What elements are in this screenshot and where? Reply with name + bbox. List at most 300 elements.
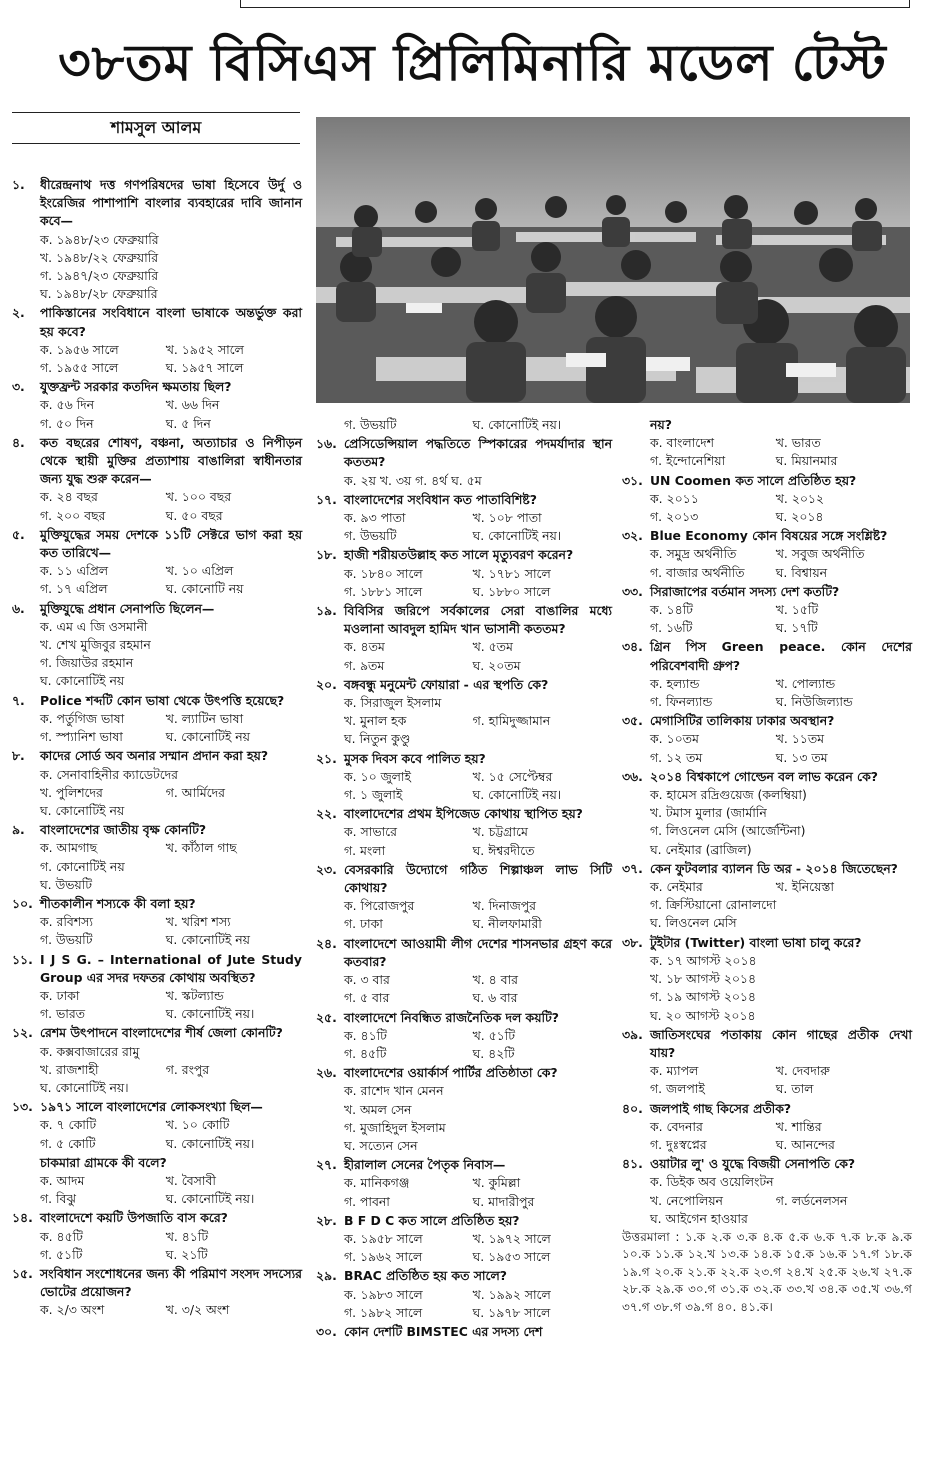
- question-number: ২.: [12, 305, 25, 321]
- question-block: [316, 491, 612, 546]
- question-stem: [622, 712, 912, 730]
- answer-option: গ. পাবনা: [344, 1193, 390, 1209]
- question-number: ২৬.: [316, 1065, 337, 1081]
- answer-option-row: [40, 415, 302, 433]
- question-number: ১৯.: [316, 603, 337, 619]
- answer-option: গ. দুঃস্বপ্নের: [650, 1136, 707, 1152]
- answer-option: গ. লর্ডনেলসন: [775, 1192, 848, 1208]
- answer-option-row: [344, 989, 612, 1007]
- answer-option: ঘ. কোনোটিই নয়: [165, 932, 250, 948]
- question-text: কোন দেশটি BIMSTEC এর সদস্য দেশ: [344, 1323, 543, 1339]
- answer-option: খ. ১৫ সেপ্টেম্বর: [472, 768, 553, 784]
- answer-option: ঘ. ১৯৭৮ সালে: [472, 1304, 551, 1320]
- answer-option: ক. পর্তুগিজ ভাষা: [40, 710, 125, 726]
- question-number: ১৭.: [316, 491, 337, 507]
- answer-option: গ. জিয়াউর রহমান: [40, 655, 134, 671]
- question-stem: [12, 895, 302, 913]
- answer-option: খ. ৪১টি: [165, 1228, 209, 1244]
- answer-option: গ. ক্রিস্টিয়ানো রোনালদো: [650, 897, 777, 913]
- question-stem: [316, 1323, 612, 1341]
- answer-option: খ. পোল্যান্ড: [775, 675, 836, 691]
- question-number: ১৪.: [12, 1210, 33, 1226]
- answer-options: [12, 396, 302, 432]
- answer-options: [316, 472, 612, 490]
- answer-option: ক. ৪তম: [344, 639, 385, 655]
- question-number: ১৫.: [12, 1265, 33, 1281]
- answer-option: খ. ৩/২ অংশ: [165, 1302, 230, 1318]
- question-text: পাকিস্তানের সংবিধানে বাংলা ভাষাকে অন্তর্ভুক্ত করা হয় কবে?: [40, 305, 302, 339]
- answer-option: গ. উভয়টি: [40, 932, 93, 948]
- answer-options: [316, 768, 612, 804]
- column-1: [12, 176, 302, 1321]
- question-block: [316, 1064, 612, 1155]
- answer-option: ক. পিরোজপুর: [344, 898, 415, 914]
- answer-option-row: [650, 545, 912, 563]
- answer-option: গ. ফিনল্যান্ড: [650, 694, 713, 710]
- answer-options: [316, 638, 612, 674]
- question-number: ৪১.: [622, 1156, 643, 1172]
- question-block: [12, 378, 302, 433]
- question-stem: [622, 1155, 912, 1173]
- question-stem: [316, 1009, 612, 1027]
- question-number: ২৩.: [316, 861, 337, 877]
- answer-option: ক. ১৪টি: [650, 602, 693, 618]
- question-number: ৩৬.: [622, 768, 643, 784]
- answer-option: ক. রবিশস্য: [40, 914, 93, 930]
- answer-option: গ. উভয়টি: [344, 528, 397, 544]
- answer-option-row: [40, 839, 302, 857]
- answer-option: ঘ. মিয়ানমার: [775, 453, 838, 469]
- answer-option: গ. মুজাহিদুল ইসলাম: [344, 1119, 446, 1135]
- answer-option-row: [344, 1045, 612, 1063]
- question-text: Blue Economy কোন বিষয়ের সঙ্গে সংশ্লিষ্ট?: [650, 528, 888, 544]
- answer-option: গ. ১৯ আগস্ট ২০১৪: [650, 989, 756, 1005]
- answer-option-row: [40, 359, 302, 377]
- question-text: বাংলাদেশে আওয়ামী লীগ দেশের শাসনভার গ্রহণ করে কতবার?: [344, 935, 612, 969]
- answer-options: [622, 952, 912, 1025]
- question-block: [12, 951, 302, 1024]
- question-stem: [316, 1267, 612, 1285]
- answer-option: ক. ২/৩ অংশ: [40, 1302, 105, 1318]
- question-stem: [316, 676, 612, 694]
- answer-option-row: [40, 931, 302, 949]
- question-number: ১৮.: [316, 547, 337, 563]
- answer-options: [12, 231, 302, 304]
- answer-option: খ. ৫১টি: [472, 1027, 516, 1043]
- question-number: ১.: [12, 177, 25, 192]
- question-stem: [12, 304, 302, 340]
- answer-option: খ. চট্টগ্রামে: [472, 824, 528, 840]
- question-stem: [12, 176, 302, 231]
- question-block: [622, 1026, 912, 1099]
- question-text: হীরালাল সেনের পৈতৃক নিবাস—: [344, 1157, 506, 1173]
- answer-option: ক. এম এ জি ওসমানী: [40, 618, 148, 634]
- answer-option: গ. ৪৫টি: [344, 1045, 387, 1061]
- question-text: B F D C কত সালে প্রতিষ্ঠিত হয়?: [344, 1212, 520, 1228]
- question-block: [12, 1209, 302, 1264]
- answer-option: ঘ. ২০তম: [472, 657, 521, 673]
- answer-option-row: [40, 1116, 302, 1134]
- answer-option: গ. ৫ কোটি: [40, 1135, 96, 1151]
- answer-option: খ. খরিশ শস্য: [165, 914, 231, 930]
- question-block: [12, 176, 302, 303]
- answer-option: ক. সেনাবাহিনীর ক্যাডেটদের: [40, 766, 178, 782]
- question-block: [12, 600, 302, 691]
- answer-options: [316, 1286, 612, 1322]
- answer-option-row: [344, 786, 612, 804]
- question-block: [622, 638, 912, 711]
- answer-option: ক. ১৯৪৮/২৩ ফেব্রুয়ারি: [40, 231, 159, 247]
- answer-option: ঘ. ১৯৫৭ সালে: [165, 360, 244, 376]
- answer-option: ঘ. ১৯৫৩ সালে: [472, 1249, 551, 1265]
- question-block: [316, 935, 612, 1008]
- answer-options: [316, 823, 612, 859]
- answer-options: [622, 1118, 912, 1154]
- question-stem: [12, 1024, 302, 1042]
- question-stem: [622, 768, 912, 786]
- answer-option: ঘ. আইগেন হাওয়ার: [650, 1210, 748, 1226]
- question-text: মুক্তিযুদ্ধে প্রধান সেনাপতি ছিলেন—: [40, 600, 215, 616]
- question-text: বাংলাদেশের প্রথম ইপিজেড কোথায় স্থাপিত হয়?: [344, 806, 583, 822]
- answer-option: খ. ১৯৫২ সালে: [165, 341, 244, 357]
- question-stem: [12, 1265, 302, 1301]
- question-number: ২৫.: [316, 1009, 337, 1025]
- answer-option-row: [650, 619, 912, 637]
- answer-option: খ. অমল সেন: [344, 1101, 412, 1117]
- answer-option-row: [40, 1246, 302, 1264]
- answer-option: গ. ২০০ বছর: [40, 507, 106, 523]
- answer-option: ঘ. বিশ্বায়ন: [775, 564, 828, 580]
- answer-option: ঘ. ৬ বার: [472, 990, 518, 1006]
- byline-block: [12, 112, 300, 144]
- answer-option: ঘ. লিওনেল মেসি: [650, 915, 737, 931]
- answer-option-row: [40, 1005, 302, 1023]
- question-text: টুইটার (Twitter) বাংলা ভাষা চালু করে?: [650, 934, 862, 950]
- answer-option: ঘ. ঈশ্বরদীতে: [472, 842, 535, 858]
- answer-option: গ. ২০১৩: [650, 509, 699, 525]
- question-number: ১১.: [12, 951, 33, 967]
- answer-option: ক. ৭ কোটি: [40, 1117, 97, 1133]
- question-number: ১৩.: [12, 1099, 33, 1115]
- answer-option-row: [650, 675, 912, 693]
- answer-option: গ. জলপাই: [650, 1081, 705, 1097]
- answer-option-row: [650, 1136, 912, 1154]
- question-stem: [316, 435, 612, 471]
- question-text: সংবিধান সংশোধনের জন্য কী পরিমাণ সংসদ সদস্যের ভোটের প্রয়োজন?: [40, 1265, 302, 1300]
- question-stem: [12, 1209, 302, 1227]
- question-number: ৯.: [12, 822, 25, 838]
- question-number: [622, 416, 650, 434]
- answer-option-row: [40, 562, 302, 580]
- answer-option: খ. নেপোলিয়ন: [650, 1192, 723, 1208]
- question-stem: [622, 527, 912, 545]
- answer-option-row: [40, 1135, 302, 1153]
- answer-option-row: [650, 693, 912, 711]
- answer-option: ঘ. ২০১৪: [775, 509, 824, 525]
- answer-option-row: [40, 341, 302, 359]
- answer-option-row: [344, 842, 612, 860]
- answer-option: খ. ১১তম: [775, 731, 825, 747]
- question-block: [316, 602, 612, 675]
- answer-option-row: [344, 657, 612, 675]
- answer-option-row: [40, 1061, 302, 1079]
- answer-key: উত্তরমালা : ১.ক ২.ক ৩.ক ৪.ক ৫.ক ৬.ক ৭.ক ৮.ক ৯.ক ১০.ক ১১.ক ১২.খ ১৩.ক ১৪.ক ১৫.ক ১৬.ক ১৭.গ ১৮.ক ১৯.গ ২০.ক ২১.ক ২২.ক ২৩.গ ২৪.খ ২৫.ক ২৬.খ ২৭.ক ২৮.ক ২৯.ক ৩০.গ ৩১.ক ৩২.ক ৩৩.খ ৩৪.ক ৩৫.খ ৩৬.গ ৩৭.গ ৩৮.গ ৩৯.গ ৪০. ৪১.ক।: [622, 1229, 912, 1314]
- question-block: [12, 1024, 302, 1097]
- answer-options: [12, 1228, 302, 1264]
- question-block: [12, 1154, 302, 1209]
- question-text: জাতিসংঘের পতাকায় কোন গাছের প্রতীক দেখা যায়?: [650, 1026, 912, 1060]
- question-block: [316, 1212, 612, 1267]
- answer-option: ঘ. নিউজিল্যান্ড: [775, 694, 853, 710]
- answer-option-row: [344, 768, 612, 786]
- answer-option: গ. আর্মিদের: [165, 784, 225, 800]
- answer-option: ঘ. কোনোটিই নয়।: [40, 1079, 129, 1095]
- answer-options: [12, 987, 302, 1023]
- answer-options: [316, 1230, 612, 1266]
- question-block: [622, 416, 912, 471]
- question-stem: [622, 472, 912, 490]
- answer-option: ঘ. কোনোটিই নয়।: [472, 417, 562, 432]
- answer-option-row: [40, 1190, 302, 1208]
- answer-option-row: [650, 1192, 912, 1210]
- exam-hall-photo: [316, 117, 910, 403]
- question-number: ৫.: [12, 526, 25, 542]
- answer-options: [622, 545, 912, 581]
- question-stem: [12, 526, 302, 562]
- answer-option-row: [344, 1248, 612, 1266]
- answer-option-row: [650, 601, 912, 619]
- answer-options: [12, 1172, 302, 1208]
- answer-option-row: [650, 490, 912, 508]
- answer-option: ঘ. কোনোটিই নয়।: [165, 1006, 255, 1022]
- answer-options: [622, 601, 912, 637]
- column-2: [316, 416, 612, 1342]
- answer-option: ঘ. কোনোটিই নয়: [40, 802, 125, 818]
- answer-option: ক. ১১ এপ্রিল: [40, 563, 109, 579]
- answer-option-row: [344, 823, 612, 841]
- question-number: ৩৯.: [622, 1026, 643, 1042]
- question-block: [622, 934, 912, 1025]
- answer-options: [622, 434, 912, 470]
- answer-option-row: [344, 1286, 612, 1304]
- answer-option: ক. কক্সবাজারের রামু: [40, 1043, 140, 1059]
- question-text: কাদের সোর্ড অব অনার সম্মান প্রদান করা হয়?: [40, 748, 269, 764]
- answer-option-row: [40, 784, 302, 802]
- answer-options: [316, 509, 612, 545]
- answer-options: [316, 897, 612, 933]
- question-block: [12, 1098, 302, 1153]
- answer-option-row: [344, 1193, 612, 1211]
- question-number: ৩৪.: [622, 639, 643, 655]
- question-number: ৩১.: [622, 472, 643, 488]
- question-number: ৩৫.: [622, 713, 643, 729]
- question-text: মেগাসিটির তালিকায় ঢাকার অবস্থান?: [650, 713, 835, 729]
- answer-option-row: [344, 712, 612, 730]
- question-text: নয়?: [650, 417, 672, 432]
- question-number: ১০.: [12, 895, 33, 911]
- answer-option: গ. ৫১টি: [40, 1246, 83, 1262]
- answer-option: ক. সাভারে: [344, 824, 397, 840]
- answer-option: ঘ. কোনোটিই নয়।: [165, 1191, 255, 1207]
- answer-options: [316, 971, 612, 1007]
- answer-option: ক. ১৭ আগস্ট ২০১৪: [650, 952, 757, 968]
- answer-option: খ. মুনাল হক: [344, 713, 407, 729]
- question-block: [12, 304, 302, 377]
- answer-option: ক. ৪৫টি: [40, 1228, 83, 1244]
- answer-option: গ. মংলা: [344, 842, 386, 858]
- question-number: ৩.: [12, 379, 25, 395]
- answer-option: গ. ১৯৪৭/২৩ ফেব্রুয়ারি: [40, 268, 159, 284]
- answer-option: গ. ৫০ দিন: [40, 415, 94, 431]
- question-block: [316, 546, 612, 601]
- answer-option-row: [40, 1301, 302, 1319]
- answer-options: [316, 694, 612, 749]
- question-stem: [12, 692, 302, 710]
- answer-option: ঘ. ৫০ বছর: [165, 507, 223, 523]
- answer-option: ক. হামেস রদ্রিগুয়েজ (কলম্বিয়া): [650, 787, 807, 803]
- question-block: [316, 435, 612, 490]
- question-block: [622, 768, 912, 859]
- question-text: মুসক দিবস কবে পালিত হয়?: [344, 750, 486, 766]
- answer-option: খ. ল্যাটিন ভাষা: [165, 710, 244, 726]
- answer-option: গ. ১৯৮২ সালে: [344, 1304, 423, 1320]
- answer-option: খ. ১০ কোটি: [165, 1117, 230, 1133]
- answer-option: ঘ. নেইমার (ব্রাজিল): [650, 841, 752, 857]
- question-block: [12, 895, 302, 950]
- answer-option-row: [40, 507, 302, 525]
- question-number: ৬.: [12, 600, 25, 616]
- question-number: ৩৩.: [622, 583, 643, 599]
- answer-option: ক. ১৯৫৬ সালে: [40, 341, 119, 357]
- answer-option: ক. ৪১টি: [344, 1027, 387, 1043]
- question-number: ৪.: [12, 434, 25, 450]
- answer-option: ক. ৯৩ পাতা: [344, 510, 406, 526]
- question-stem: [622, 934, 912, 952]
- question-text: জলপাই গাছ কিসের প্রতীক?: [650, 1100, 792, 1116]
- answer-option: খ. ১০০ বছর: [165, 489, 232, 505]
- question-number: ২৮.: [316, 1212, 337, 1228]
- question-stem: [316, 861, 612, 897]
- answer-option-row: [344, 1174, 612, 1192]
- question-stem: [316, 1212, 612, 1230]
- answer-option: ঘ. কোনোটিই নয়।: [472, 787, 562, 803]
- answer-option: খ. স্কটল্যান্ড: [165, 987, 224, 1003]
- question-number: ৭.: [12, 692, 25, 708]
- question-text: বিবিসির জরিপে সর্বকালের সেরা বাঙালির মধ্যে মওলানা আবদুল হামিদ খান ভাসানী কততম?: [344, 603, 612, 637]
- answer-option: ক. আমগাছ: [40, 840, 98, 856]
- answer-option: ঘ. কোনোটি নয়: [165, 581, 244, 597]
- answer-option: ঘ. ১৯৪৮/২৮ ফেব্রুয়ারি: [40, 286, 158, 302]
- question-block: [622, 712, 912, 767]
- answer-options: [316, 1082, 612, 1155]
- answer-option: ঘ. নিতুন কুণ্ডু: [344, 731, 411, 747]
- question-text: যুক্তফ্রন্ট সরকার কতদিন ক্ষমতায় ছিল?: [40, 379, 232, 395]
- answer-option: ঘ. নীলফামারী: [472, 916, 542, 932]
- answer-option: ক. নেইমার: [650, 879, 703, 895]
- answer-options: [622, 1173, 912, 1228]
- answer-options: [12, 766, 302, 821]
- answer-option-row: [344, 565, 612, 583]
- answer-option: ঘ. কোনোটিই নয়।: [472, 528, 562, 544]
- answer-option: খ. ১০৮ পাতা: [472, 510, 542, 526]
- answer-option: খ. ৪ বার: [472, 972, 518, 988]
- question-number: ১৬.: [316, 436, 337, 452]
- answer-options: [622, 1062, 912, 1098]
- answer-option: খ. ৫তম: [472, 639, 513, 655]
- answer-option: খ. শেখ মুজিবুর রহমান: [40, 637, 151, 653]
- answer-option: খ. কাঁঠাল গাছ: [165, 840, 237, 856]
- question-stem: [316, 805, 612, 823]
- question-text: বাংলাদেশের ওয়ার্কার্স পার্টির প্রতিষ্ঠাতা কে?: [344, 1065, 558, 1081]
- answer-options: [12, 1301, 302, 1319]
- question-stem: [316, 602, 612, 638]
- answer-option-row: [650, 749, 912, 767]
- question-text: Police শব্দটি কোন ভাষা থেকে উৎপত্তি হয়েছে?: [40, 692, 285, 708]
- answer-option: গ. বিঝু: [40, 1191, 76, 1207]
- answer-options: [12, 839, 302, 894]
- answer-option: ঘ. ২১টি: [165, 1246, 208, 1262]
- answer-option: ক. ডিইক অব ওয়েলিংটন: [650, 1174, 774, 1190]
- answer-option: খ. ১৫টি: [775, 602, 819, 618]
- answer-option-row: [650, 452, 912, 470]
- answer-option-row: [344, 915, 612, 933]
- question-block: [622, 1100, 912, 1155]
- answer-option-row: [344, 638, 612, 656]
- author-byline: শামসুল আলম: [110, 118, 202, 137]
- question-number: ২১.: [316, 750, 337, 766]
- answer-option: ক. আদম: [40, 1172, 85, 1188]
- question-stem: [622, 638, 912, 674]
- question-text: বাংলাদেশের সংবিধান কত পাতাবিশিষ্ট?: [344, 491, 537, 507]
- question-text: বাংলাদেশে নিবন্ধিত রাজনৈতিক দল কয়টি?: [344, 1009, 559, 1025]
- question-number: ২৪.: [316, 935, 337, 951]
- answer-option: গ. ভারত: [40, 1006, 85, 1022]
- answer-option: গ. উভয়টি: [344, 417, 397, 432]
- answer-option-row: [40, 987, 302, 1005]
- question-text: শীতকালীন শস্যকে কী বলা হয়?: [40, 895, 196, 911]
- answer-option: ক. বাংলাদেশ: [650, 435, 715, 451]
- answer-option: ক. সমুদ্র অর্থনীতি: [650, 546, 737, 562]
- answer-option: ক. ২০১১: [650, 490, 699, 506]
- answer-option: গ. ১ জুলাই: [344, 787, 403, 803]
- answer-options: [12, 562, 302, 598]
- answer-option: ঘ. আনন্দের: [775, 1136, 835, 1152]
- question-text: ধীরেন্দ্রনাথ দত্ত গণপরিষদের ভাষা হিসেবে উর্দু ও ইংরেজির পাশাপাশি বাংলার ব্যবহারের দাবি জানান কবে—: [40, 177, 302, 229]
- question-text: বেসরকারি উদ্যোগে গঠিত শিল্পাঞ্চল লাভ সিটি কোথায়?: [344, 861, 612, 896]
- answer-option: ঘ. মাদারীপুর: [472, 1193, 535, 1209]
- answer-option: গ. ৫ বার: [344, 990, 390, 1006]
- answer-option-row: [650, 1080, 912, 1098]
- question-block: [12, 821, 302, 894]
- answer-option: ঘ. কোনোটিই নয়।: [165, 1135, 255, 1151]
- answer-option: ক. ৩ বার: [344, 972, 390, 988]
- answer-option: খ. দেবদারু: [775, 1063, 830, 1079]
- answer-options: [12, 341, 302, 377]
- question-stem: [12, 1098, 302, 1116]
- question-block: [622, 860, 912, 933]
- answer-option: গ. ১৯৫৫ সালে: [40, 360, 119, 376]
- answer-option: খ. ৬৬ দিন: [165, 397, 220, 413]
- question-block: [622, 1155, 912, 1228]
- question-stem: [316, 935, 612, 971]
- question-stem: [622, 1026, 912, 1062]
- question-block: [12, 692, 302, 747]
- answer-option: ক. ১০ জুলাই: [344, 768, 411, 784]
- answer-options: [622, 675, 912, 711]
- answer-option: ঘ. কোনোটিই নয়: [165, 729, 250, 745]
- answer-option: ঘ. তাল: [775, 1081, 814, 1097]
- answer-option-row: [344, 527, 612, 545]
